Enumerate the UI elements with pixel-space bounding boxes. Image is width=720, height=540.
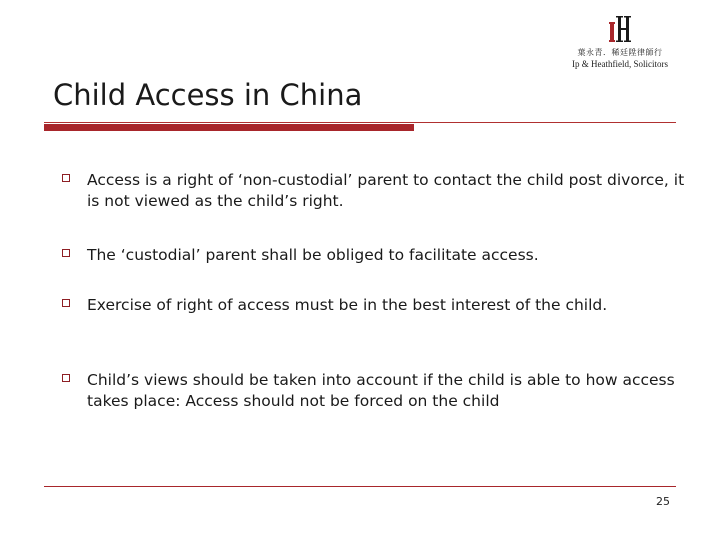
hollow-square-bullet-icon [62, 174, 70, 182]
bullet-text: Access is a right of ‘non-custodial’ parent to contact the child post divorce, it is not viewed as the child’s right. [87, 171, 685, 210]
hollow-square-bullet-icon [62, 374, 70, 382]
ih-monogram-icon [609, 14, 631, 44]
logo-english-name: Ip & Heathfield, Solicitors [572, 59, 668, 69]
firm-logo [560, 14, 680, 69]
title-accent-bar [44, 124, 414, 131]
slide-title: Child Access in China [53, 78, 363, 112]
title-divider-line [44, 122, 676, 123]
logo-chinese-name: 葉永青．稀廷陞律師行 [577, 48, 663, 57]
hollow-square-bullet-icon [62, 249, 70, 257]
hollow-square-bullet-icon [62, 299, 70, 307]
page-number: 25 [656, 495, 670, 508]
bullet-text: Exercise of right of access must be in the best interest of the child. [87, 296, 608, 314]
footer-divider-line [44, 486, 676, 487]
bullet-text: Child’s views should be taken into account if the child is able to how access takes place: Access should not be forced on the child [87, 371, 675, 410]
bullet-text: The ‘custodial’ parent shall be obliged to facilitate access. [87, 246, 539, 264]
